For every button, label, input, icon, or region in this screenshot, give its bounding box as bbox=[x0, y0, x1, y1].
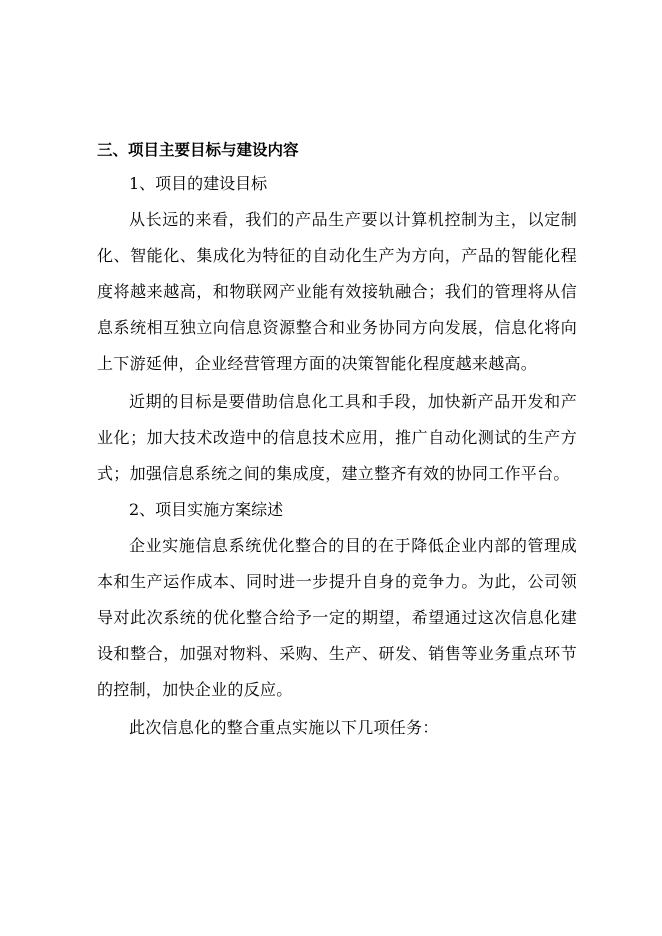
paragraph-near-term-goals: 近期的目标是要借助信息化工具和手段，加快新产品开发和产业化；加大技术改造中的信息技术应用，推广自动化测试的生产方式；加强信息系统之间的集成度，建立整齐有效的协同工作平台。 bbox=[97, 392, 577, 483]
paragraph-implementation-summary: 企业实施信息系统优化整合的目的在于降低企业内部的管理成本和生产运作成本、同时进一步提升自身的竞争力。为此，公司领导对此次系统的优化整合给予一定的期望，希望通过这次信息化建设和整合，加强对物料、采购、生产、研发、销售等业务重点环节的控制，加快企业的反应。 bbox=[97, 536, 577, 699]
paragraph-task-intro: 此次信息化的整合重点实施以下几项任务： bbox=[129, 718, 439, 737]
paragraph-long-term-goals: 从长远的来看，我们的产品生产要以计算机控制为主，以定制化、智能化、集成化为特征的自动化生产为方向，产品的智能化程度将越来越高，和物联网产业能有效接轨融合；我们的管理将从信息系统相互独立向信息资源整合和业务协同方向发展，信息化将向上下游延伸，企业经营管理方面的决策智能化程度越来越高。 bbox=[97, 210, 577, 373]
document-body bbox=[97, 134, 577, 746]
subsection-title-implementation: 2、项目实施方案综述 bbox=[129, 500, 284, 519]
section-heading: 三、项目主要目标与建设内容 bbox=[97, 141, 299, 159]
subsection-title-goals: 1、项目的建设目标 bbox=[129, 174, 268, 193]
